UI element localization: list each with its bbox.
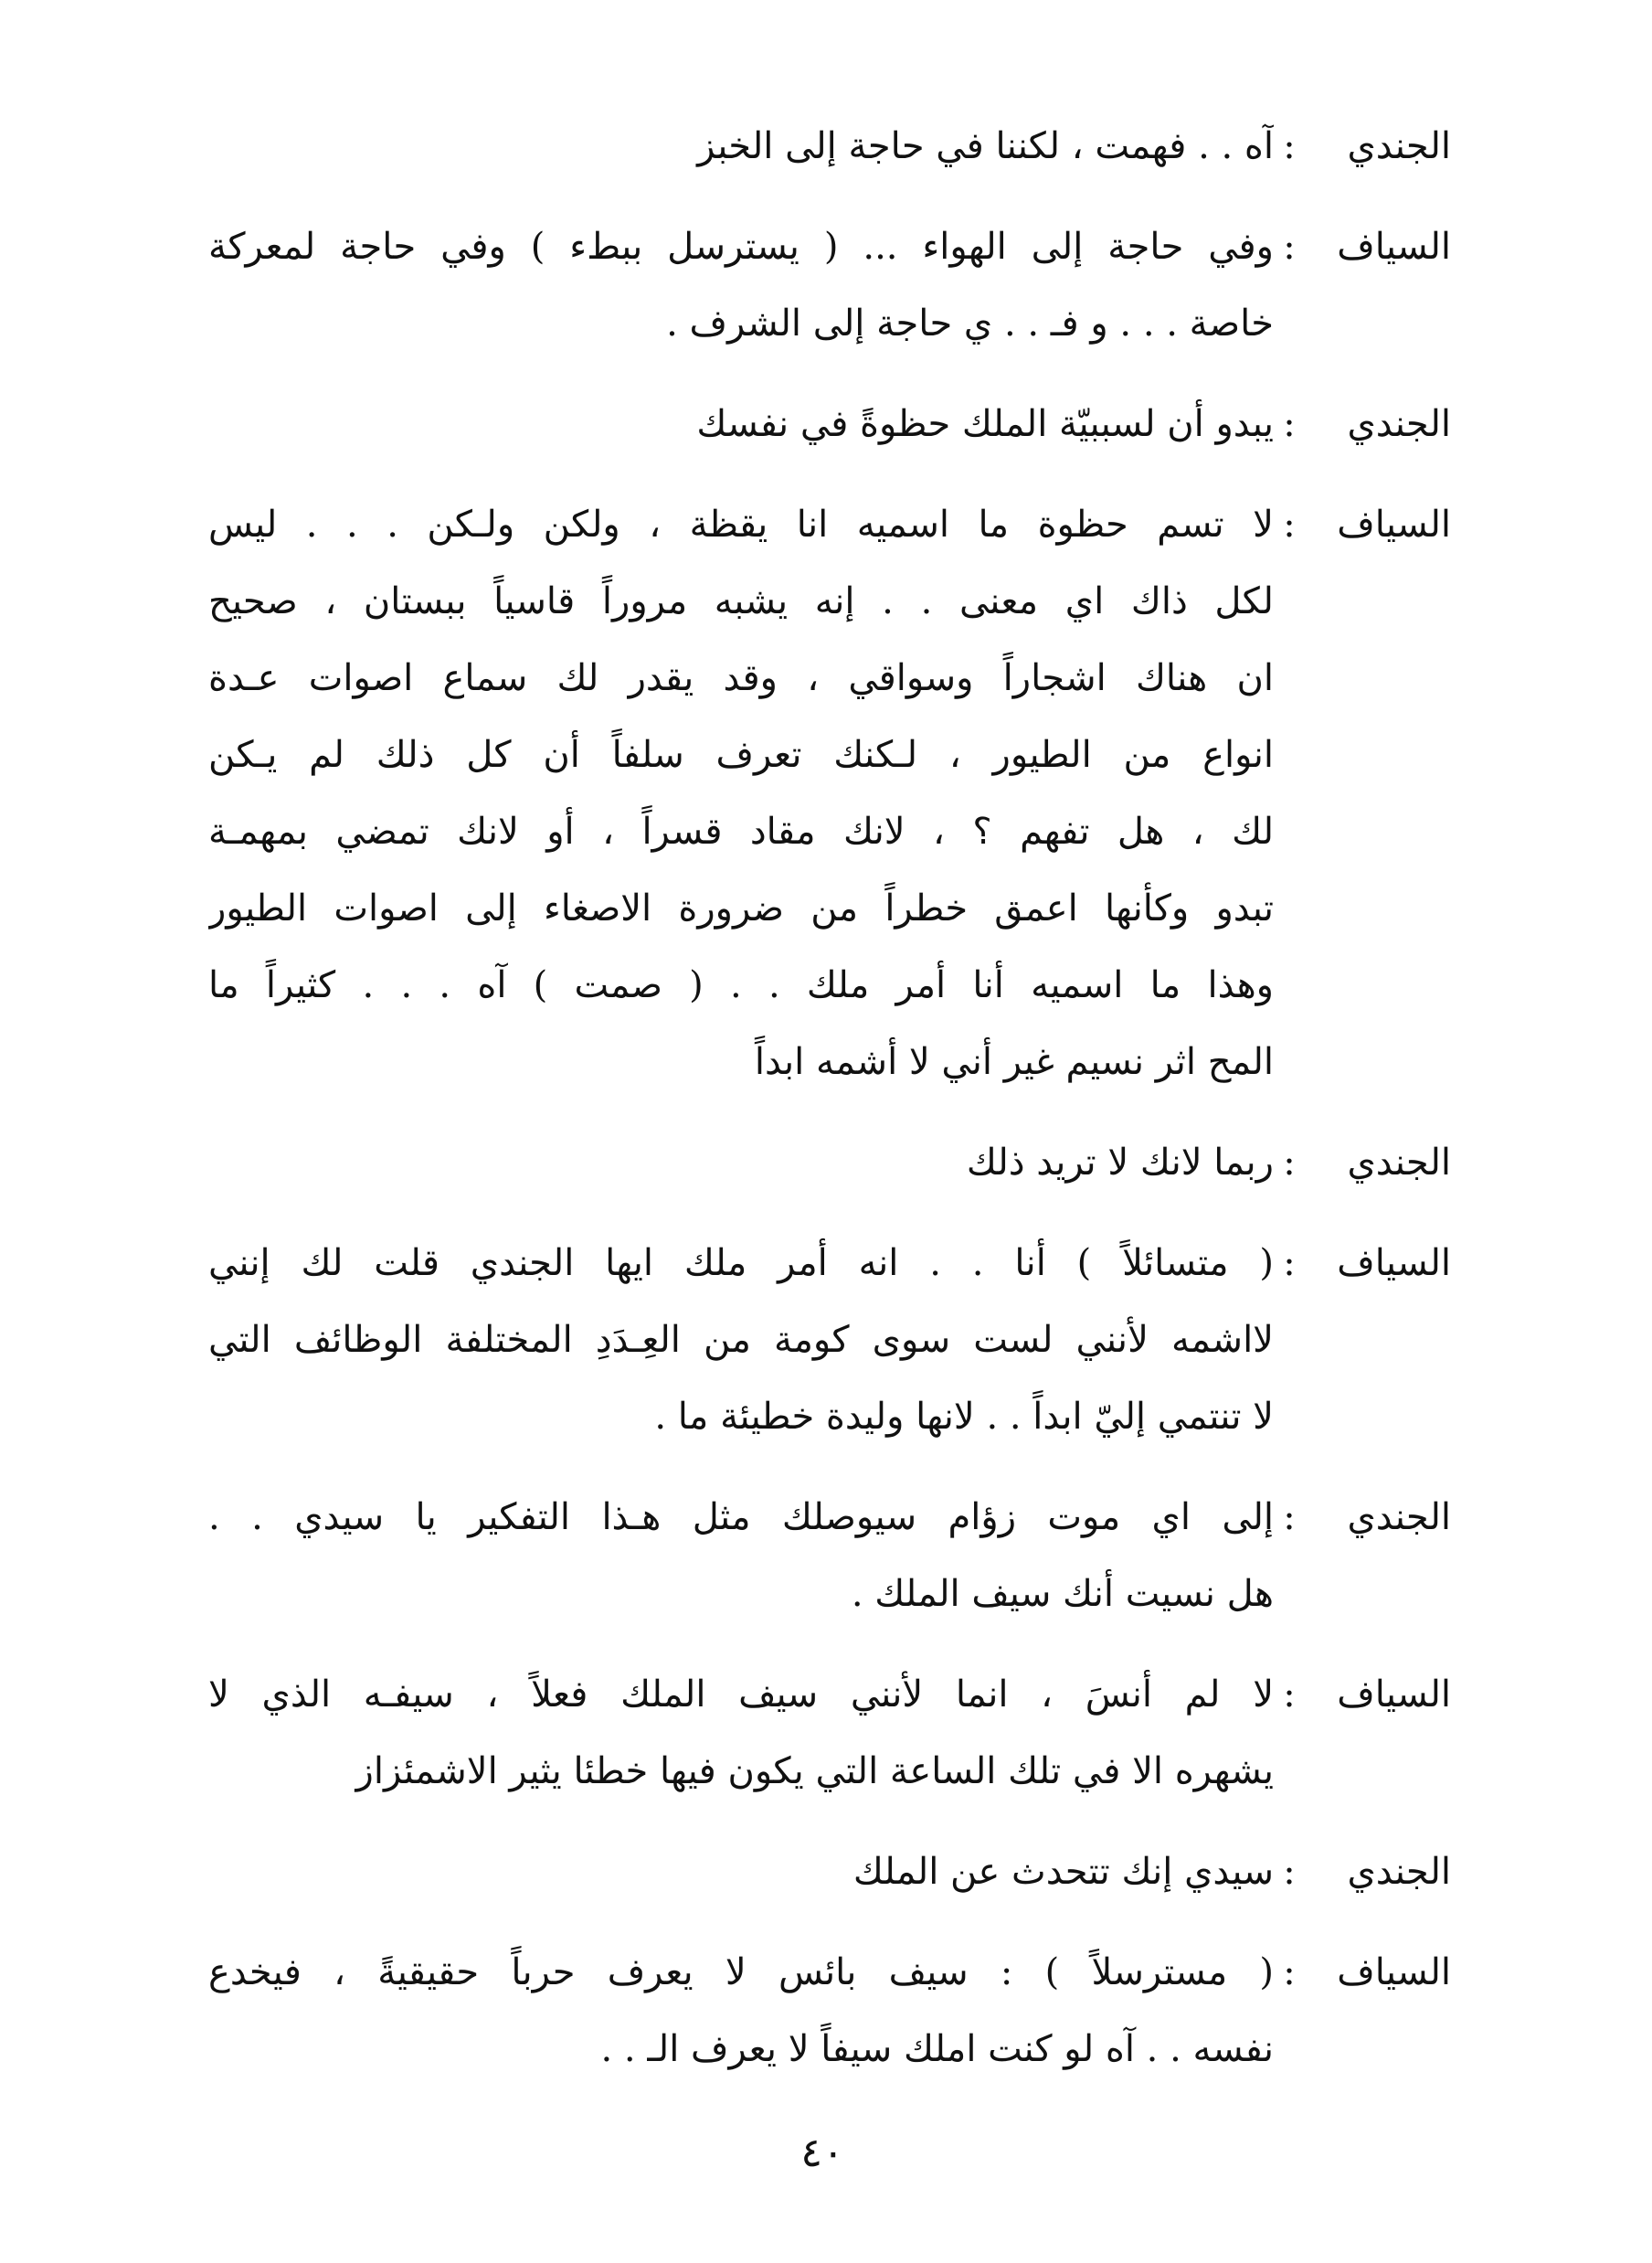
speaker-colon: : [1283,504,1296,546]
dialogue-entry [208,1656,1451,1810]
dialogue-line: وفي حاجة إلى الهواء ... ( يسترسل ببطء ) وفي حاجة لمعركة [208,226,1274,268]
dialogue-line: لكل ذاك اي معنى . . إنه يشبه مروراً قاسياً ببستان ، صحيح [208,580,1274,622]
dialogue-text [208,1656,1274,1810]
dialogue-entry [208,1225,1451,1455]
dialogue-entry [208,486,1451,1100]
dialogue-line: المح اثر نسيم غير أني لا أشمه ابداً [754,1041,1274,1083]
speaker-colon: : [1283,403,1296,445]
page-number: ٤٠ [800,2130,844,2176]
dialogue-line: ان هناك اشجاراً وسواقي ، وقد يقدر لك سماع اصوات عـدة [208,657,1274,699]
dialogue-script [208,108,1451,2111]
dialogue-line: لا تسم حظوة ما اسميه انا يقظة ، ولكن ولـكن . . . ليس [208,504,1274,546]
dialogue-line: انواع من الطيور ، لـكنك تعرف سلفاً أن كل ذلك لم يـكن [208,734,1274,776]
dialogue-entry [208,1124,1451,1201]
dialogue-line: لك ، هل تفهم ؟ ، لانك مقاد قسراً ، أو لانك تمضي بمهمـة [208,811,1274,853]
dialogue-line: سيدي إنك تتحدث عن الملك [852,1851,1274,1893]
dialogue-line: لا لم أنسَ ، انما لأنني سيف الملك فعلاً ، سيفـه الذي لا [208,1673,1274,1716]
speaker-name: الجندي [1347,1851,1451,1893]
speaker-name: السياف [1337,1242,1451,1284]
dialogue-line: وهذا ما اسميه أنا أمر ملك . . ( صمت ) آه . . . كثيراً ما [208,964,1274,1006]
dialogue-text [208,1225,1274,1455]
dialogue-line: ( مسترسلاً ) : سيف بائس لا يعرف حرباً حقيقيةً ، فيخدع [208,1951,1274,1993]
speaker-colon: : [1283,1673,1296,1716]
dialogue-line: نفسه . . آه لو كنت املك سيفاً لا يعرف الـ . . [600,2028,1274,2070]
dialogue-line: خاصة . . . و فـ . . ي حاجة إلى الشرف . [666,303,1274,345]
speaker-colon: : [1283,1496,1296,1538]
dialogue-text [208,1479,1274,1632]
dialogue-text [208,108,1274,185]
dialogue-line: إلى اي موت زؤام سيوصلك مثل هـذا التفكير يا سيدي . . [208,1496,1274,1538]
dialogue-entry [208,208,1451,362]
speaker-name: السياف [1337,1673,1451,1716]
speaker-name: السياف [1337,226,1451,268]
dialogue-entry [208,108,1451,185]
speaker-colon: : [1283,226,1296,268]
speaker-name: السياف [1337,504,1451,546]
dialogue-line: ( متسائلاً ) أنا . . انه أمر ملك ايها الجندي قلت لك إنني [208,1242,1274,1284]
dialogue-text [208,1833,1274,1910]
dialogue-entry [208,1479,1451,1632]
dialogue-line: يبدو أن لسببيّة الملك حظوةً في نفسك [696,403,1274,445]
speaker-name: الجندي [1347,1142,1451,1184]
dialogue-line: آه . . فهمت ، لكننا في حاجة إلى الخبز [697,125,1274,167]
speaker-colon: : [1283,1142,1296,1184]
speaker-colon: : [1283,1242,1296,1284]
speaker-name: الجندي [1347,1496,1451,1538]
dialogue-text [208,386,1274,462]
dialogue-line: ربما لانك لا تريد ذلك [966,1142,1274,1184]
dialogue-line: هل نسيت أنك سيف الملك . [851,1573,1274,1615]
speaker-colon: : [1283,1851,1296,1893]
dialogue-text [208,1124,1274,1201]
dialogue-text [208,486,1274,1100]
dialogue-text [208,1934,1274,2088]
dialogue-line: لااشمه لأنني لست سوى كومة من العِـدَدِ المختلفة الوظائف التي [208,1319,1274,1361]
dialogue-line: تبدو وكأنها اعمق خطراً من ضرورة الاصغاء إلى اصوات الطيور [208,887,1274,930]
dialogue-entry [208,1934,1451,2088]
speaker-colon: : [1283,1951,1296,1993]
speaker-name: السياف [1337,1951,1451,1993]
speaker-name: الجندي [1347,403,1451,445]
speaker-name: الجندي [1347,125,1451,167]
dialogue-line: يشهره الا في تلك الساعة التي يكون فيها خطئا يثير الاشمئزاز [355,1750,1274,1792]
dialogue-line: لا تنتمي إليّ ابداً . . لانها وليدة خطيئة ما . [654,1396,1274,1438]
dialogue-text [208,208,1274,362]
dialogue-entry [208,386,1451,462]
dialogue-entry [208,1833,1451,1910]
speaker-colon: : [1283,125,1296,167]
